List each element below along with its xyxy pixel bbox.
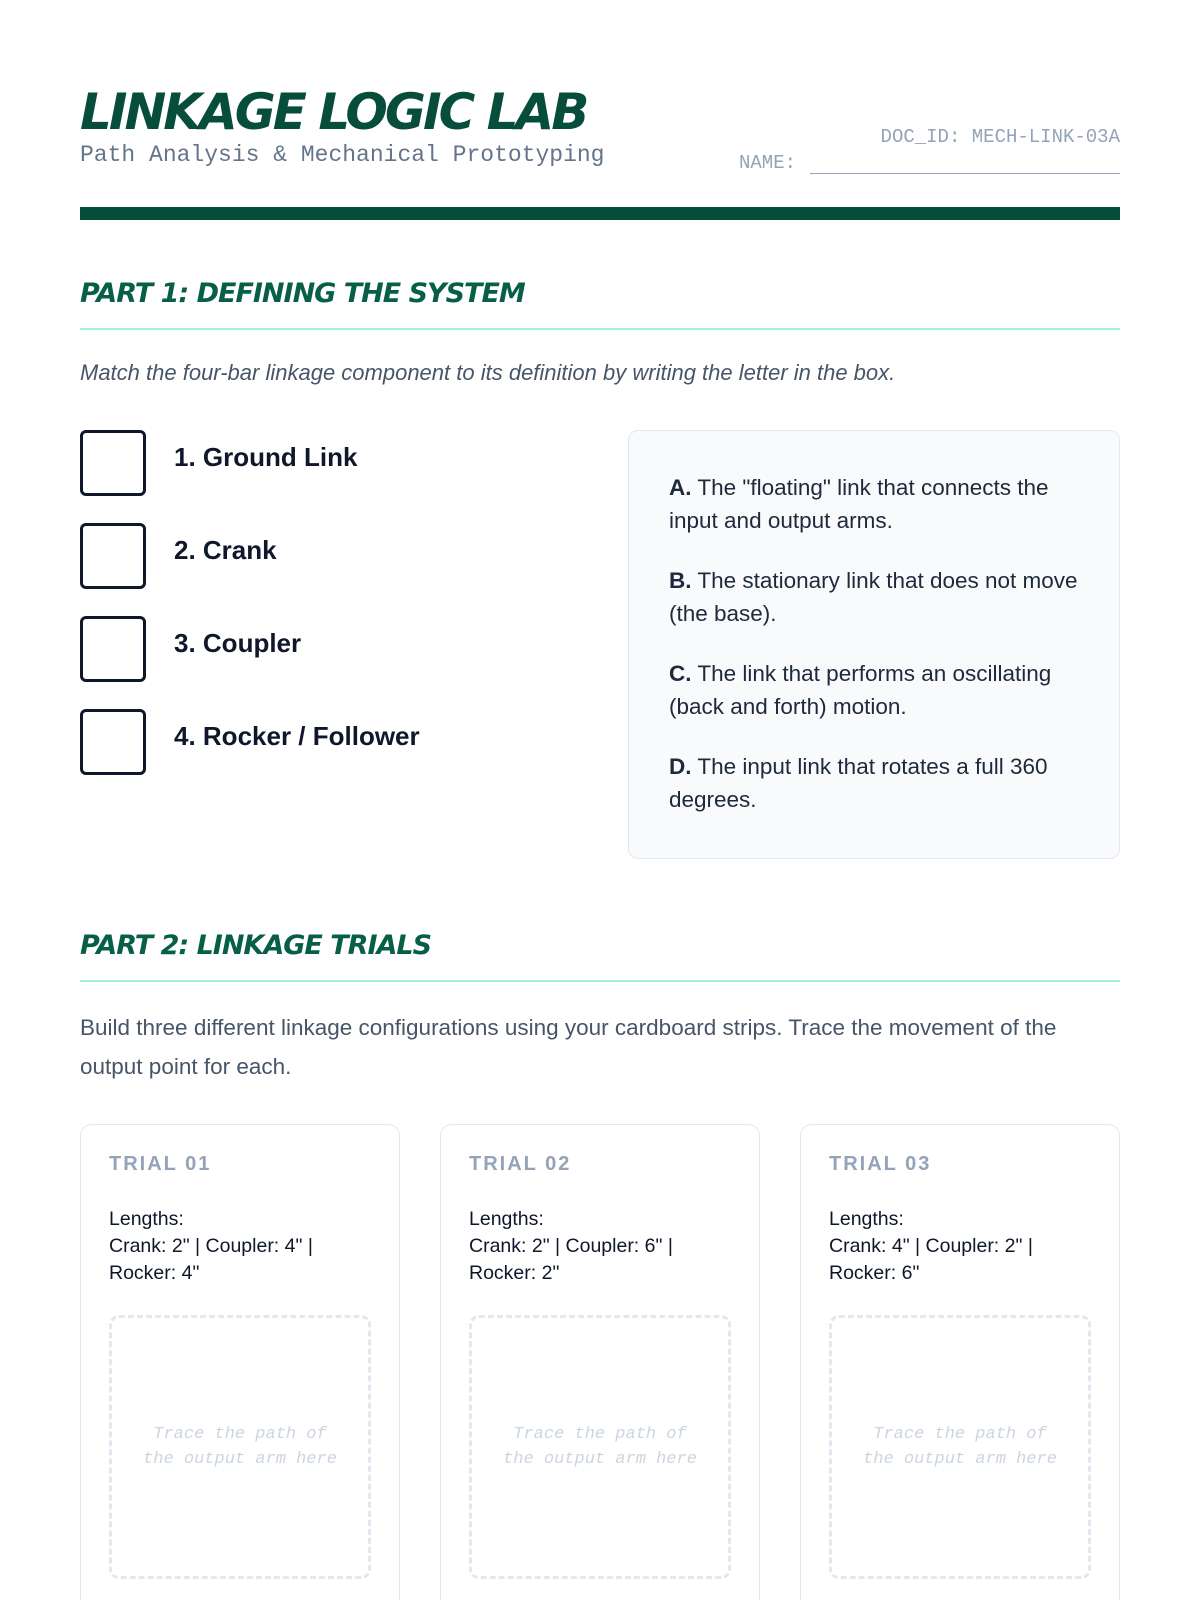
trial-card xyxy=(440,1124,760,1600)
definition-letter: A. xyxy=(669,475,692,500)
trial-specs xyxy=(109,1206,371,1287)
trials-grid xyxy=(80,1124,1120,1600)
definition-letter: D. xyxy=(669,754,692,779)
trial-card xyxy=(80,1124,400,1600)
term-list xyxy=(80,430,600,802)
term-label: 1. Ground Link xyxy=(174,441,358,472)
definition-text: The input link that rotates a full 360 degrees. xyxy=(669,754,1048,812)
part2-description: Build three different linkage configurations using your cardboard strips. Trace the movement of the output point for each. xyxy=(80,1015,1057,1079)
part2-title: PART 2: LINKAGE TRIALS xyxy=(80,930,1120,982)
trial-specs xyxy=(829,1206,1091,1287)
trace-hint: Trace the path of the output arm here xyxy=(503,1425,697,1469)
page-subtitle: Path Analysis & Mechanical Prototyping xyxy=(80,142,605,168)
definition-item xyxy=(669,471,1079,537)
definition-letter: B. xyxy=(669,568,692,593)
trace-hint: Trace the path of the output arm here xyxy=(863,1425,1057,1469)
definition-text: The "floating" link that connects the input and output arms. xyxy=(669,475,1049,533)
part1-instruction: Match the four-bar linkage component to its definition by writing the letter in the box. xyxy=(80,360,896,385)
trace-area[interactable] xyxy=(109,1315,371,1579)
trace-hint: Trace the path of the output arm here xyxy=(143,1425,337,1469)
header-divider xyxy=(80,207,1120,220)
answer-box[interactable] xyxy=(80,523,146,589)
answer-box[interactable] xyxy=(80,616,146,682)
spec-line: Rocker: 2" xyxy=(469,1262,560,1284)
spec-line: Crank: 2" | Coupler: 4" | xyxy=(109,1235,313,1257)
trial-card xyxy=(800,1124,1120,1600)
trace-area[interactable] xyxy=(469,1315,731,1579)
term-label: 2. Crank xyxy=(174,534,277,565)
name-label: NAME: xyxy=(738,152,796,174)
term-label: 4. Rocker / Follower xyxy=(174,720,420,751)
definition-item xyxy=(669,750,1079,816)
worksheet-header xyxy=(80,84,1120,180)
trial-label: TRIAL 01 xyxy=(109,1153,212,1175)
term-row xyxy=(80,709,600,775)
lengths-label: Lengths: xyxy=(469,1208,544,1230)
doc-id: DOC_ID: MECH-LINK-03A xyxy=(880,126,1120,148)
definition-item xyxy=(669,657,1079,723)
spec-line: Crank: 2" | Coupler: 6" | xyxy=(469,1235,673,1257)
trial-label: TRIAL 02 xyxy=(469,1153,572,1175)
spec-line: Crank: 4" | Coupler: 2" | xyxy=(829,1235,1033,1257)
definition-text: The stationary link that does not move (the base). xyxy=(669,568,1078,626)
spec-line: Rocker: 4" xyxy=(109,1262,200,1284)
trial-specs xyxy=(469,1206,731,1287)
term-row xyxy=(80,430,600,496)
term-label: 3. Coupler xyxy=(174,627,302,658)
term-row xyxy=(80,616,600,682)
lengths-label: Lengths: xyxy=(109,1208,184,1230)
definition-text: The link that performs an oscillating (back and forth) motion. xyxy=(669,661,1052,719)
definitions-panel xyxy=(628,430,1120,859)
trial-label: TRIAL 03 xyxy=(829,1153,932,1175)
lengths-label: Lengths: xyxy=(829,1208,904,1230)
page-title: LINKAGE LOGIC LAB xyxy=(80,83,587,141)
definition-item xyxy=(669,564,1079,630)
definition-letter: C. xyxy=(669,661,692,686)
spec-line: Rocker: 6" xyxy=(829,1262,920,1284)
part1-title: PART 1: DEFINING THE SYSTEM xyxy=(80,278,1120,330)
name-field[interactable] xyxy=(810,152,1120,174)
answer-box[interactable] xyxy=(80,709,146,775)
term-row xyxy=(80,523,600,589)
trace-area[interactable] xyxy=(829,1315,1091,1579)
name-row xyxy=(739,152,1120,174)
answer-box[interactable] xyxy=(80,430,146,496)
